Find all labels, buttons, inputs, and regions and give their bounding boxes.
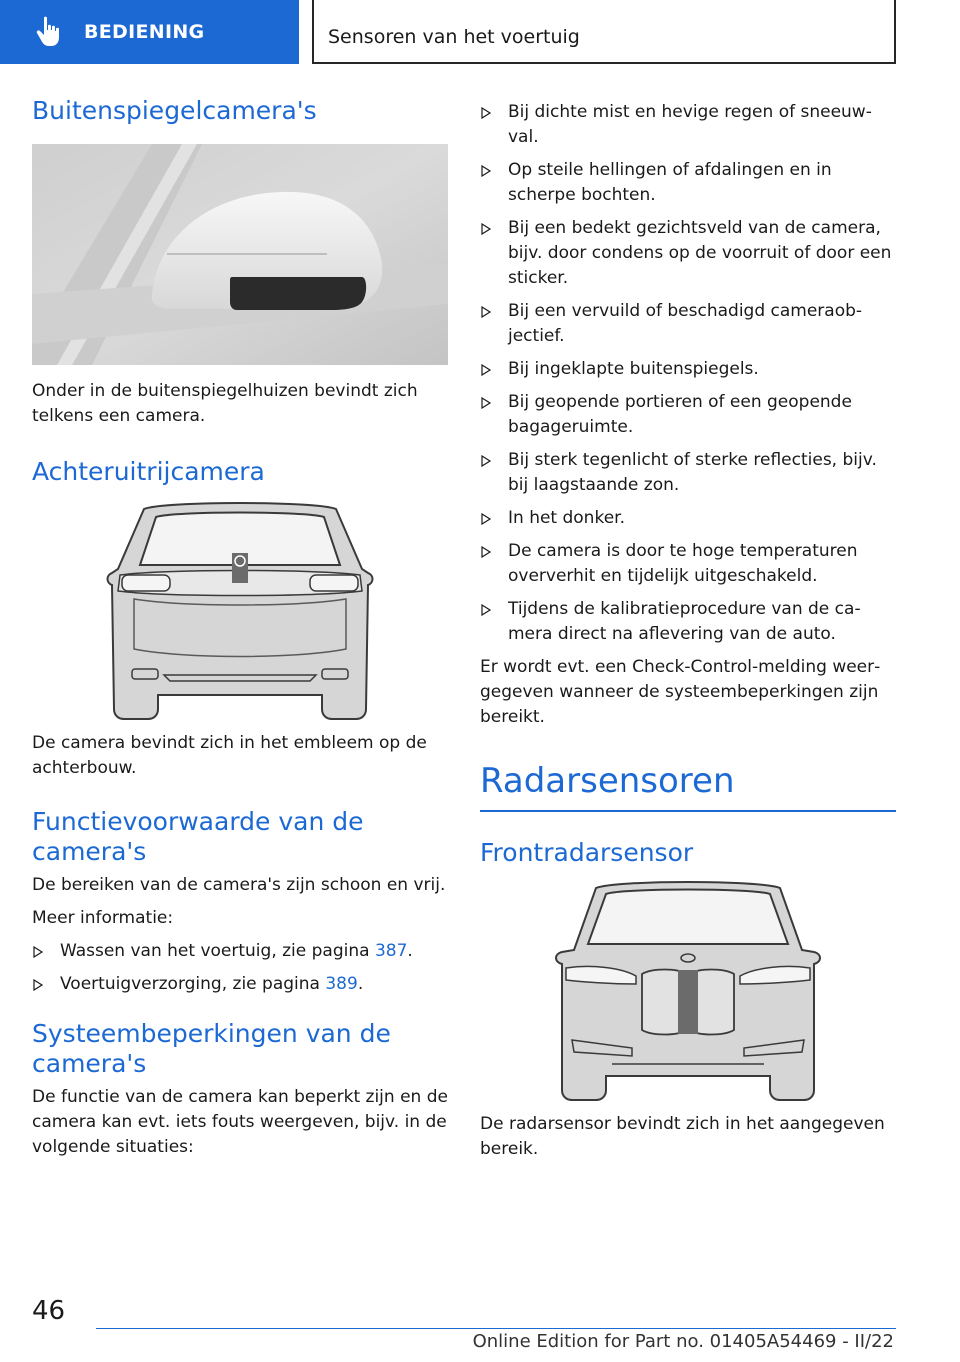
edition-text: Online Edition for Part no. 01405A54469 - II/22: [472, 1331, 894, 1352]
rear-camera-text: De camera bevindt zich in het embleem op de achterbouw.: [32, 733, 427, 778]
function-text-2: Meer informatie:: [32, 908, 174, 928]
triangle-bullet-icon: [32, 946, 44, 958]
page-number: 46: [32, 1296, 66, 1326]
chapter-title: BEDIENING: [84, 21, 205, 43]
list-item: Voertuigverzorging, zie pagina 389.: [32, 972, 448, 997]
heading-function-conditions: Functievoorwaarde van de camera's: [32, 807, 364, 866]
page-link-389[interactable]: 389: [325, 974, 358, 994]
front-radar-text: De radarsensor bevindt zich in het aangegeven bereik.: [480, 1114, 885, 1159]
system-limits-text: De functie van de camera kan beperkt zijn en de camera kan evt. iets fouts weergeven, bijv. in de volgende situaties:: [32, 1087, 448, 1157]
list-item: Tijdens de kalibratieprocedure van de camera direct na aflevering van de auto.: [480, 597, 896, 647]
list-item: Bij dichte mist en hevige regen of sneeuwval.: [480, 100, 896, 150]
triangle-bullet-icon: [480, 604, 492, 616]
list-item: Bij een bedekt gezichtsveld van de camera, bijv. door condens op de voorruit of door een sticker.: [480, 216, 896, 291]
rear-camera-illustration: [104, 499, 376, 721]
list-item: In het donker.: [480, 506, 896, 531]
list-item: Bij geopende portieren of een geopende bagageruimte.: [480, 390, 896, 440]
left-column: [32, 96, 448, 1168]
hand-pointer-icon: [30, 12, 70, 52]
page-header: [0, 0, 960, 66]
section-title: Sensoren van het voertuig: [328, 26, 580, 48]
heading-system-limits: Systeembeperkingen van de camera's: [32, 1019, 391, 1078]
triangle-bullet-icon: [480, 364, 492, 376]
page-link-387[interactable]: 387: [374, 941, 408, 961]
mirror-camera-text: Onder in de buitenspiegelhuizen bevindt zich telkens een camera.: [32, 381, 418, 426]
function-text-1: De bereiken van de camera's zijn schoon en vrij.: [32, 875, 446, 895]
check-control-text: Er wordt evt. een Check-Control-melding weergegeven wanneer de systeembeperkingen zijn bereikt.: [480, 657, 881, 727]
mirror-camera-photo: [32, 144, 448, 365]
chapter-tab: [0, 0, 299, 64]
triangle-bullet-icon: [480, 165, 492, 177]
footer-divider: [96, 1328, 896, 1329]
heading-mirror-cameras: Buitenspiegelcamera's: [32, 96, 317, 125]
list-item: De camera is door te hoge temperaturen oververhit en tijdelijk uitgeschakeld.: [480, 539, 896, 589]
heading-front-radar: Frontradarsensor: [480, 838, 694, 867]
list-item: Wassen van het voertuig, zie pagina 387.: [32, 939, 448, 964]
front-radar-illustration: [552, 880, 824, 1102]
triangle-bullet-icon: [480, 223, 492, 235]
triangle-bullet-icon: [32, 979, 44, 991]
function-link-list: [32, 939, 448, 997]
triangle-bullet-icon: [480, 107, 492, 119]
triangle-bullet-icon: [480, 397, 492, 409]
triangle-bullet-icon: [480, 455, 492, 467]
list-item: Bij sterk tegenlicht of sterke reflecties, bijv. bij laagstaande zon.: [480, 448, 896, 498]
right-column: [480, 100, 896, 1170]
section-tab: [312, 0, 896, 64]
list-item: Op steile hellingen of afdalingen en in scherpe bochten.: [480, 158, 896, 208]
limits-list: [480, 100, 896, 647]
heading-rear-camera: Achteruitrijcamera: [32, 457, 265, 486]
triangle-bullet-icon: [480, 513, 492, 525]
list-item: Bij ingeklapte buitenspiegels.: [480, 357, 896, 382]
heading-radar-sensors: Radarsensoren: [480, 760, 896, 812]
triangle-bullet-icon: [480, 306, 492, 318]
triangle-bullet-icon: [480, 546, 492, 558]
list-item: Bij een vervuild of beschadigd cameraobjectief.: [480, 299, 896, 349]
